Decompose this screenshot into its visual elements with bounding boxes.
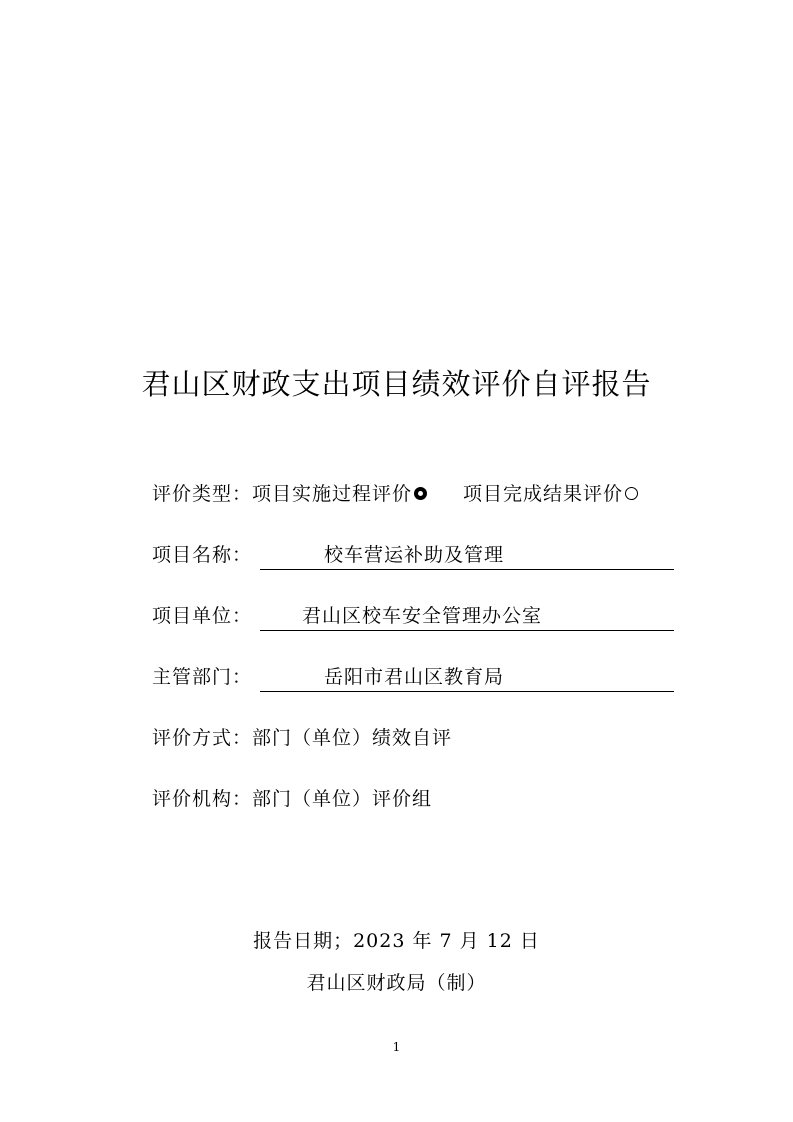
eval-type-option-result: 项目完成结果评价 — [463, 483, 624, 505]
page-number: 1 — [392, 1040, 401, 1054]
eval-type-row — [152, 479, 638, 509]
supervisor-dept-row — [152, 662, 505, 692]
eval-method-value: 部门（单位）绩效自评 — [252, 727, 453, 749]
project-name-label: 项目名称： — [152, 544, 253, 566]
project-name-row — [152, 540, 505, 570]
eval-method-label: 评价方式： — [152, 727, 253, 749]
project-name-field — [260, 540, 674, 570]
eval-org-row — [152, 784, 432, 814]
eval-type-label: 评价类型： — [152, 483, 253, 505]
radio-unchecked-icon[interactable] — [625, 487, 638, 500]
eval-org-value: 部门（单位）评价组 — [252, 788, 433, 810]
radio-checked-icon[interactable] — [414, 487, 427, 500]
project-unit-row — [152, 601, 543, 631]
eval-method-row — [152, 723, 452, 753]
report-date: 报告日期；2023 年 7 月 12 日 — [253, 930, 540, 952]
supervisor-dept-label: 主管部门： — [152, 666, 253, 688]
project-unit-label: 项目单位： — [152, 605, 253, 627]
project-unit-value: 君山区校车安全管理办公室 — [302, 605, 543, 627]
issuer: 君山区财政局（制） — [306, 972, 487, 994]
eval-type-option-process: 项目实施过程评价 — [252, 483, 413, 505]
eval-org-label: 评价机构： — [152, 788, 253, 810]
report-title: 君山区财政支出项目绩效评价自评报告 — [141, 367, 652, 401]
supervisor-dept-field — [260, 662, 674, 692]
project-unit-field — [260, 601, 674, 631]
project-name-value: 校车营运补助及管理 — [324, 544, 505, 566]
supervisor-dept-value: 岳阳市君山区教育局 — [324, 666, 505, 688]
